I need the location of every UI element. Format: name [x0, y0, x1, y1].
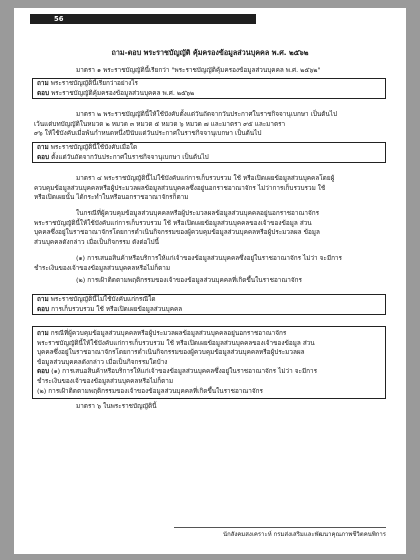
qa-box-2	[32, 142, 386, 163]
answer-text: การเก็บรวบรวม ใช้ หรือเปิดเผยข้อมูลส่วนบุคคล	[51, 304, 183, 313]
answer-text: ตั้งแต่วันถัดจากวันประกาศในราชกิจจานุเบกษา เป็นต้นไป	[51, 152, 209, 161]
question-label: ถาม	[37, 295, 49, 303]
paragraph-line: พระราชบัญญัตินี้ให้ใช้บังคับแก่การเก็บรวบรวม ใช้ หรือเปิดเผยข้อมูลส่วนบุคคลของเจ้าของข้อมูล ส่วน	[34, 218, 312, 227]
section-2-text	[34, 110, 386, 139]
section-4-line: ควบคุมข้อมูลส่วนบุคคลหรือผู้ประมวลผลข้อมูลส่วนบุคคลซึ่งอยู่นอกราชอาณาจักร ไม่ว่าการเก็บรวบรวม ใช้	[34, 183, 326, 192]
question-text: พระราชบัญญัตินี้ให้ใช้บังคับแก่การเก็บรวบรวม ใช้ หรือเปิดเผยข้อมูลส่วนบุคคลของเจ้าของข้อมูล ส่วน	[37, 338, 315, 347]
list-item-line: ชำระเงินของเจ้าของข้อมูลส่วนบุคคลหรือไม่ก็ตาม	[34, 263, 171, 272]
section-1-text: มาตรา ๑ พระราชบัญญัตินี้เรียกว่า "พระราชบัญญัติคุ้มครองข้อมูลส่วนบุคคล พ.ศ. ๒๕๖๒"	[76, 66, 321, 74]
qa-box-4	[32, 326, 386, 399]
page-number-bar	[30, 14, 256, 24]
page-number: 56	[54, 15, 64, 23]
answer-label: ตอบ	[37, 152, 50, 161]
section-4-paragraph-2	[34, 209, 386, 247]
paragraph-line: บุคคลซึ่งอยู่ในราชอาณาจักรโดยการดำเนินกิจกรรมของผู้ควบคุมข้อมูลส่วนบุคคลหรือผู้ประมวลผล ข้อมูล	[34, 228, 320, 237]
section-6-text: มาตรา ๖ ในพระราชบัญญัตินี้	[76, 402, 157, 410]
answer-text: (๒) การเฝ้าติดตามพฤติกรรมของเจ้าของข้อมูลส่วนบุคคลที่เกิดขึ้นในราชอาณาจักร	[37, 386, 263, 395]
section-4-text	[34, 174, 386, 203]
section-2-line: ๙๖ ให้ใช้บังคับเมื่อพ้นกำหนดหนึ่งปีนับแต่วันประกาศในราชกิจจานุเบกษา เป็นต้นไป	[34, 129, 262, 138]
page-footer: นักสังคมสงเคราะห์ กรมส่งเสริมและพัฒนาคุณภาพชีวิตคนพิการ	[222, 531, 386, 538]
answer-label: ตอบ	[37, 304, 50, 313]
answer-text: (๑) การเสนอสินค้าหรือบริการให้แก่เจ้าของข้อมูลส่วนบุคคลซึ่งอยู่ในราชอาณาจักร ไม่ว่า จะมีการ	[51, 367, 318, 376]
answer-text: พระราชบัญญัติคุ้มครองข้อมูลส่วนบุคคล พ.ศ. ๒๕๖๒	[51, 88, 195, 97]
paragraph-line: ส่วนบุคคลดังกล่าว เมื่อเป็นกิจกรรม ดังต่อไปนี้	[34, 237, 159, 246]
section-2-line: มาตรา ๒ พระราชบัญญัตินี้ให้ใช้บังคับตั้งแต่วันถัดจากวันประกาศในราชกิจจานุเบกษา เป็นต้นไป	[76, 110, 338, 118]
question-text: พระราชบัญญัตินี้เรียกว่าอย่างไร	[50, 79, 138, 87]
question-text: บุคคลซึ่งอยู่ในราชอาณาจักรโดยการดำเนินกิจกรรมของผู้ควบคุมข้อมูลส่วนบุคคลหรือผู้ประมวลผล	[37, 348, 305, 357]
qa-box-1	[32, 78, 386, 99]
question-text: พระราชบัญญัตินี้ไม่ใช้บังคับแก่กรณีใด	[50, 295, 156, 303]
question-text: กรณีที่ผู้ควบคุมข้อมูลส่วนบุคคลหรือผู้ประมวลผลข้อมูลส่วนบุคคลอยู่นอกราชอาณาจักร	[50, 329, 287, 337]
section-4-line: มาตรา ๔ พระราชบัญญัตินี้ไม่ใช้บังคับแก่การเก็บรวบรวม ใช้ หรือเปิดเผยข้อมูลส่วนบุคคลโดยผู้	[76, 174, 335, 182]
question-label: ถาม	[37, 143, 49, 151]
list-item-1	[34, 254, 386, 273]
answer-label: ตอบ	[37, 367, 50, 376]
question-label: ถาม	[37, 329, 49, 337]
answer-label: ตอบ	[37, 88, 50, 97]
qa-box-3	[32, 294, 386, 315]
section-4-line: หรือเปิดเผยนั้น ได้กระทำในหรือนอกราชอาณาจักรก็ตาม	[34, 193, 189, 202]
question-label: ถาม	[37, 79, 49, 87]
list-item-2	[34, 276, 386, 286]
list-item-line: (๒) การเฝ้าติดตามพฤติกรรมของเจ้าของข้อมูลส่วนบุคคลที่เกิดขึ้นในราชอาณาจักร	[76, 276, 302, 284]
section-2-line: เว้นแต่บทบัญญัติในหมวด ๒ หมวด ๓ หมวด ๕ หมวด ๖ หมวด ๗ และมาตรา ๙๕ และมาตรา	[34, 119, 286, 128]
answer-text: ชำระเงินของเจ้าของข้อมูลส่วนบุคคลหรือไม่ก็ตาม	[37, 376, 174, 385]
document-title: ถาม-ตอบ พระราชบัญญัติ คุ้มครองข้อมูลส่วนบุคคล พ.ศ. ๒๕๖๒	[111, 48, 309, 57]
footer-divider	[174, 527, 386, 528]
list-item-line: (๑) การเสนอสินค้าหรือบริการให้แก่เจ้าของข้อมูลส่วนบุคคลซึ่งอยู่ในราชอาณาจักร ไม่ว่า จะมีการ	[76, 254, 342, 262]
question-text: ข้อมูลส่วนบุคคลดังกล่าว เมื่อเป็นกิจกรรมใดบ้าง	[37, 357, 168, 366]
document-page	[14, 8, 406, 554]
paragraph-line: ในกรณีที่ผู้ควบคุมข้อมูลส่วนบุคคลหรือผู้ประมวลผลข้อมูลส่วนบุคคลอยู่นอกราชอาณาจักร	[76, 209, 320, 217]
question-text: พระราชบัญญัตินี้ใช้บังคับเมื่อใด	[50, 143, 138, 151]
